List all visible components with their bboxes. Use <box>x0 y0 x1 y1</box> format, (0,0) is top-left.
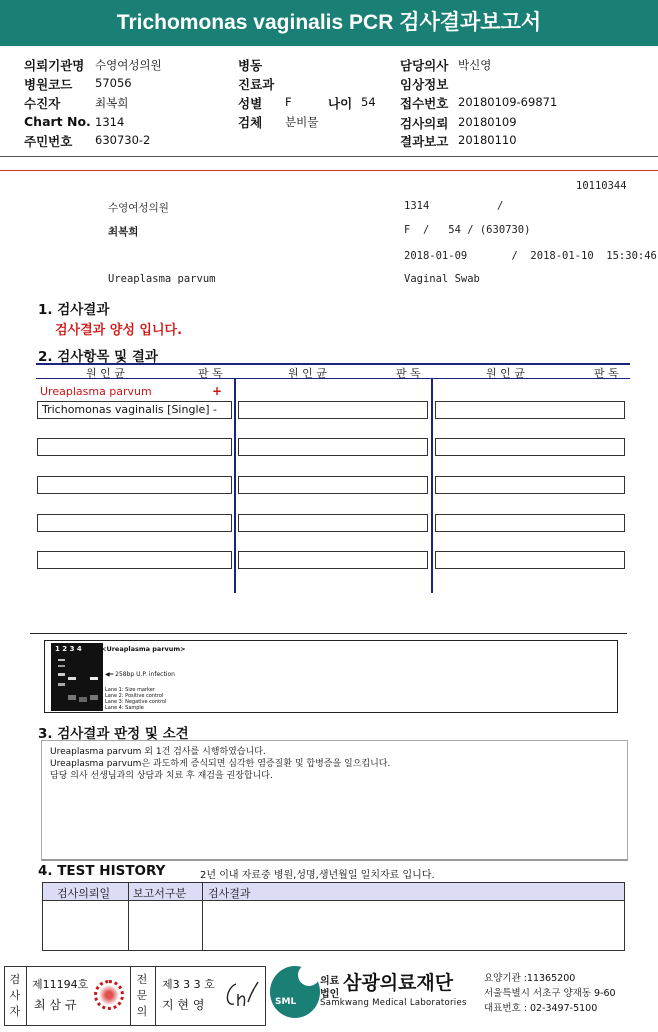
specimen-value: 분비물 <box>285 115 319 129</box>
section2-title: 2. 검사항목 및 결과 <box>38 349 158 365</box>
report-value: 20180110 <box>458 133 517 147</box>
org-name: 삼광의료재단 <box>343 972 454 994</box>
gel-band <box>79 697 87 702</box>
resident-value: 630730-2 <box>95 133 151 147</box>
gel-band <box>68 695 76 700</box>
col-pathogen-3: 원 인 균 <box>486 367 525 380</box>
sml-logo-text: SML <box>275 997 297 1007</box>
info-divider <box>0 156 658 157</box>
empty-row <box>37 438 232 456</box>
resident-label: 주민번호 <box>24 134 73 149</box>
history-col-request: 검사의뢰일 <box>57 887 111 900</box>
sex-value: F <box>285 95 292 109</box>
dept-label: 진료과 <box>238 77 275 92</box>
history-table <box>42 882 625 951</box>
receipt-value: 20180109-69871 <box>458 95 558 109</box>
col-pathogen-2: 원 인 균 <box>288 367 327 380</box>
doctor-value: 박신영 <box>458 58 492 72</box>
slip-test: Ureaplasma parvum <box>108 273 216 285</box>
gel-band <box>58 673 65 676</box>
row-name-trichomonas: Trichomonas vaginalis [Single] <box>42 403 210 416</box>
signature-divider <box>130 966 131 1026</box>
history-note: 2년 이내 자료중 병원,성명,생년월일 일치자료 입니다. <box>200 870 435 881</box>
opinion-line-2: Ureaplasma parvum은 과도하게 증식되면 심각한 염증질환 및 합병증을 일으킵니다. <box>50 759 391 769</box>
col-judge-2: 판 독 <box>396 367 421 380</box>
request-label: 검사의뢰 <box>400 116 449 131</box>
empty-row <box>238 438 428 456</box>
empty-row <box>238 476 428 494</box>
empty-row <box>37 476 232 494</box>
org-prefix-1: 의료 <box>320 976 340 987</box>
gel-legend-3: Lane 3: Negative control <box>105 699 167 705</box>
row-trichomonas <box>37 401 232 419</box>
history-col-divider <box>128 882 129 951</box>
hospital-code-value: 57056 <box>95 76 132 90</box>
empty-row <box>37 514 232 532</box>
slip-clinic: 수영여성의원 <box>108 202 169 214</box>
signature-icon <box>222 980 262 1010</box>
report-label: 결과보고 <box>400 134 449 149</box>
empty-row <box>238 551 428 569</box>
age-label: 나이 <box>328 96 353 111</box>
column-divider-2 <box>431 379 433 593</box>
gel-band <box>90 695 98 700</box>
patient-label: 수진자 <box>24 96 61 111</box>
gel-band <box>68 677 76 680</box>
gel-electrophoresis-image <box>51 643 103 711</box>
slip-slash: / <box>497 200 504 212</box>
table-header <box>36 363 630 379</box>
slip-patient: 최복희 <box>108 226 139 238</box>
gel-band-label: ◀━ 258bp U.P. infection <box>105 671 175 678</box>
chart-value: 1314 <box>95 115 125 129</box>
institution-label: 의뢰기관명 <box>24 58 85 73</box>
gel-image-box <box>44 640 618 713</box>
gel-band <box>58 659 65 661</box>
signature-divider <box>155 966 156 1026</box>
section4-title: 4. TEST HISTORY <box>38 863 166 879</box>
slip-sample: Vaginal Swab <box>404 273 480 285</box>
empty-row <box>435 551 625 569</box>
empty-row <box>37 551 232 569</box>
specialist-license: 제3 3 3 호 <box>162 978 215 991</box>
result-summary: 검사결과 양성 입니다. <box>55 323 183 338</box>
checker-license: 제11194호 <box>32 978 89 991</box>
signature-divider <box>26 966 27 1026</box>
slip-chart: 1314 <box>404 200 430 212</box>
row-mark-ureaplasma: + <box>212 384 223 398</box>
org-english: Samkwang Medical Laboratories <box>320 998 467 1008</box>
gel-legend-1: Lane 1: Size marker <box>105 687 155 693</box>
empty-row <box>435 401 625 419</box>
institution-value: 수영여성의원 <box>95 58 162 72</box>
specialist-name: 지 현 영 <box>162 998 205 1012</box>
empty-row <box>435 438 625 456</box>
clinical-label: 임상정보 <box>400 77 449 92</box>
slip-id: 10110344 <box>576 180 627 192</box>
ward-label: 병동 <box>238 58 263 73</box>
row-mark-trichomonas: - <box>213 403 217 416</box>
request-value: 20180109 <box>458 115 517 129</box>
history-col-divider <box>202 882 203 951</box>
empty-row <box>238 401 428 419</box>
history-col-type: 보고서구분 <box>133 887 187 900</box>
table-bottom-rule <box>30 633 627 634</box>
hospital-code-label: 병원코드 <box>24 77 73 92</box>
checker-name: 최 삼 규 <box>34 998 77 1012</box>
history-col-result: 검사결과 <box>208 887 251 900</box>
org-code: 요양기관 :11365200 <box>484 973 576 984</box>
seal-stamp-icon <box>94 980 124 1010</box>
receipt-label: 접수번호 <box>400 96 449 111</box>
specialist-label: 전문의 <box>136 973 148 1018</box>
gel-band <box>90 677 98 680</box>
empty-row <box>238 514 428 532</box>
col-pathogen-1: 원 인 균 <box>86 367 125 380</box>
org-prefix-2: 법인 <box>320 989 340 1000</box>
gel-legend-4: Lane 4: Sample <box>105 705 144 711</box>
org-phone: 대표번호 : 02-3497-5100 <box>484 1003 598 1014</box>
opinion-line-3: 담당 의사 선생님과의 상담과 치료 후 재검을 권장합니다. <box>50 771 273 781</box>
column-divider-1 <box>234 379 236 593</box>
checker-label: 검사자 <box>9 973 21 1018</box>
org-address: 서울특별시 서초구 양재동 9-60 <box>484 988 616 999</box>
info-divider-red <box>0 170 658 171</box>
chart-label: Chart No. <box>24 114 91 129</box>
gel-title: <Ureaplasma parvum> <box>101 645 186 653</box>
sex-label: 성별 <box>238 96 263 111</box>
gel-lane-numbers: 1 2 3 4 <box>55 645 82 653</box>
section3-title: 3. 검사결과 판정 및 소견 <box>38 726 189 742</box>
opinion-line-1: Ureaplasma parvum 외 1건 검사를 시행하였습니다. <box>50 747 266 757</box>
doctor-label: 담당의사 <box>400 58 449 73</box>
col-judge-3: 판 독 <box>594 367 619 380</box>
sml-logo-cutout <box>298 964 320 986</box>
col-judge-1: 판 독 <box>198 367 223 380</box>
section1-title: 1. 검사결과 <box>38 302 110 318</box>
gel-legend-2: Lane 2: Positive control <box>105 693 164 699</box>
row-name-ureaplasma: Ureaplasma parvum <box>40 385 152 398</box>
slip-sex-age: F / 54 / (630730) <box>404 224 531 236</box>
empty-row <box>435 514 625 532</box>
specimen-label: 검체 <box>238 115 263 130</box>
age-value: 54 <box>361 95 376 109</box>
opinion-box <box>41 740 628 861</box>
gel-band <box>58 683 65 686</box>
empty-row <box>435 476 625 494</box>
report-title: Trichomonas vaginalis PCR 검사결과보고서 <box>0 0 658 46</box>
patient-value: 최복희 <box>95 96 129 110</box>
gel-band <box>58 665 65 667</box>
slip-dates: 2018-01-09 / 2018-01-10 15:30:46 <box>404 250 657 262</box>
